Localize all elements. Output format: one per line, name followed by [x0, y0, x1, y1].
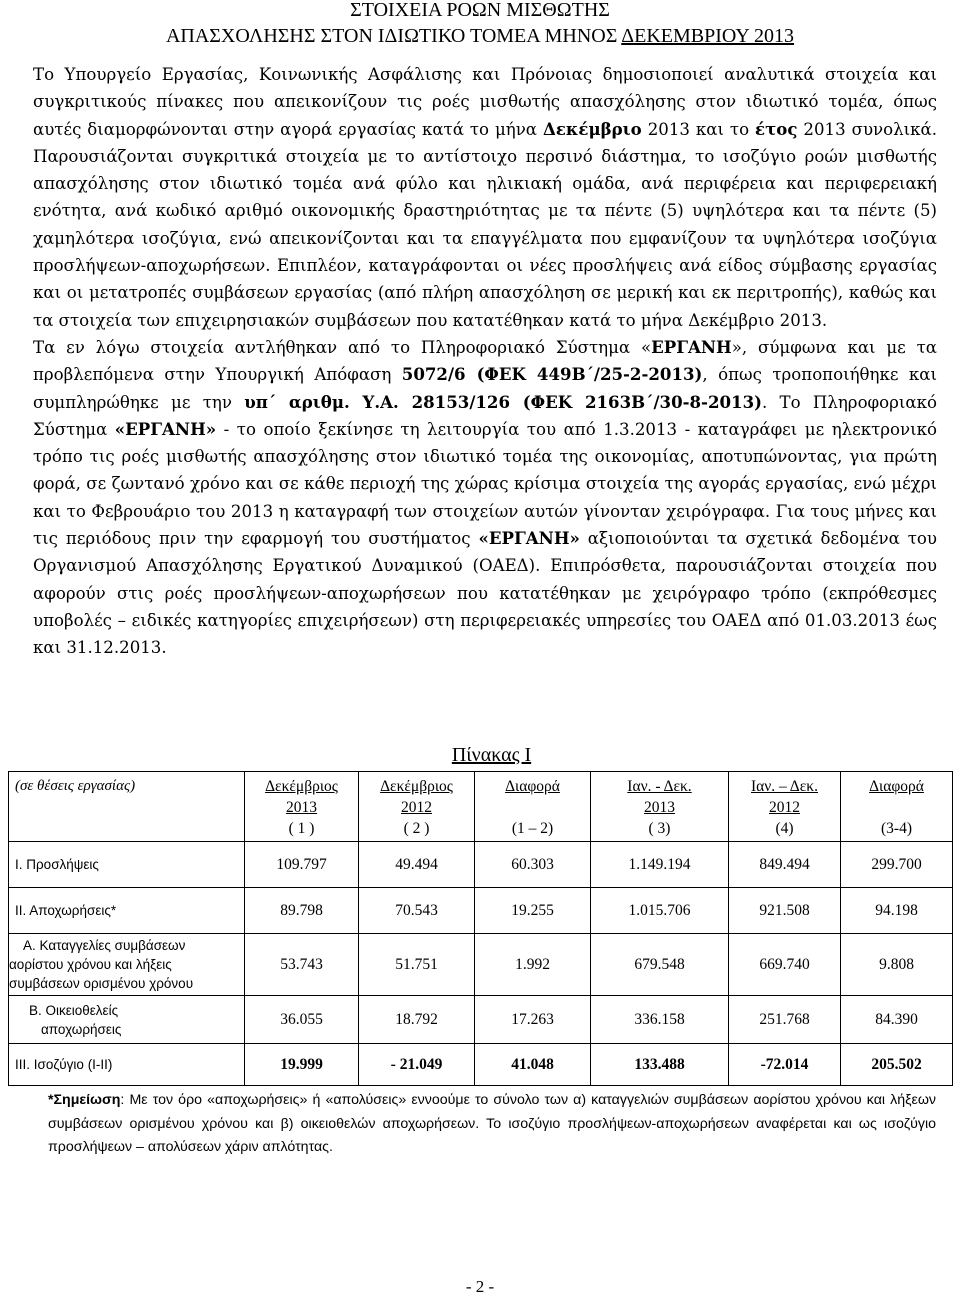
- table-cell: 84.390: [841, 996, 953, 1044]
- p2-text-b: », σύμφωνα και με τα προβλεπόμενα στην Υπουργική Απόφαση: [33, 337, 937, 385]
- table-row: [9, 996, 953, 1044]
- table-cell: 109.797: [245, 842, 359, 888]
- footnote-mark: *Σημείωση: [48, 1092, 121, 1108]
- table-title: Πίνακας Ι: [451, 744, 532, 766]
- p2-ergani-1: ΕΡΓΑΝΗ: [651, 336, 732, 357]
- paragraph-2: [33, 334, 937, 662]
- p2-text-f: αξιοποιούνται τα σχετικά δεδομένα του Οργανισμού Απασχόλησης Εργατικού Δυναμικού (ΟΑΕΔ). Επιπρόσθετα, παρουσιάζονται στοιχεία που αφορούν στις ροές προσλήψεων-αποχωρήσεων που κατατέθηκαν με χειρόγραφο τρόπο (εκπρόθεσμες υποβολές – ειδικές κατηγορίες επιχειρήσεων) στη περιφερειακές υπηρεσίες του ΟΑΕΔ από 01.03.2013 έως και 31.12.2013.: [33, 529, 937, 658]
- row-label-departures: ΙΙ. Αποχωρήσεις*: [9, 888, 245, 934]
- body-text: [33, 61, 937, 662]
- table-row: [9, 1044, 953, 1086]
- p2-reference: υπ΄ αριθμ. Υ.Α. 28153/126 (ΦΕΚ 2163Β΄/30-8-2013): [244, 391, 762, 412]
- table-cell: 849.494: [729, 842, 841, 888]
- document-title-line2: [0, 24, 960, 48]
- table-cell: 19.999: [245, 1044, 359, 1086]
- table-cell: 921.508: [729, 888, 841, 934]
- row-label-balance: ΙΙΙ. Ισοζύγιο (Ι-ΙΙ): [9, 1044, 245, 1086]
- unit-label: (σε θέσεις εργασίας): [9, 772, 245, 842]
- title-line2-month: ΔΕΚΕΜΒΡΙΟΥ 2013: [621, 25, 795, 47]
- table-cell: 70.543: [359, 888, 475, 934]
- p1-text-a: Το Υπουργείο Εργασίας, Κοινωνικής Ασφάλισης και Πρόνοιας δημοσιοποιεί αναλυτικά στοιχεία και συγκριτικούς πίνακες που απεικονίζουν τις ροές μισθωτής απασχόλησης στον ιδιωτικό τομέα, όπως αυτές διαμορφώνονται στην αγορά εργασίας κατά το μήνα: [33, 65, 937, 139]
- p2-text-c: , όπως τροποποιήθηκε και συμπληρώθηκε με την: [33, 365, 937, 412]
- p2-ergani-2: «ΕΡΓΑΝΗ»: [114, 418, 217, 439]
- p1-month: Δεκέμβριο: [542, 118, 642, 139]
- table-cell: 17.263: [475, 996, 591, 1044]
- table-cell: - 21.049: [359, 1044, 475, 1086]
- table-cell: 1.992: [475, 934, 591, 996]
- table-cell: 679.548: [591, 934, 729, 996]
- table-cell: 19.255: [475, 888, 591, 934]
- table-cell: 94.198: [841, 888, 953, 934]
- p2-text-a: Τα εν λόγω στοιχεία αντλήθηκαν από το Πληροφοριακό Σύστημα «: [33, 337, 652, 357]
- table-cell: 41.048: [475, 1044, 591, 1086]
- table-header-row: [9, 772, 953, 842]
- row-label-voluntary: Β. Οικειοθελείς αποχωρήσεις: [9, 996, 245, 1044]
- page-number: - 2 -: [465, 1277, 495, 1296]
- table-cell: 1.015.706: [591, 888, 729, 934]
- header-jan-dec-2013: Ιαν. - Δεκ. 2013 ( 3): [591, 772, 729, 842]
- table-cell: 18.792: [359, 996, 475, 1044]
- table-cell: 53.743: [245, 934, 359, 996]
- table-cell: 205.502: [841, 1044, 953, 1086]
- footnote-text: : Με τον όρο «αποχωρήσεις» ή «απολύσεις» εννοούμε το σύνολο των α) καταγγελιών συμβάσεων αορίστου χρόνου και λήξεων συμβάσεων ορισμένου χρόνου και β) οικειοθελών αποχωρήσεων. Το ισοζύγιο προσλήψεων-αποχωρήσεων αναφέρεται και ως ισοζύγιο προσλήψεων – απολύσεων χάριν απλότητας.: [48, 1092, 936, 1155]
- p1-year: έτος: [755, 118, 798, 139]
- row-label-hires: Ι. Προσλήψεις: [9, 842, 245, 888]
- table-cell: 133.488: [591, 1044, 729, 1086]
- flows-table: [8, 771, 953, 1086]
- p2-text-e: - το οποίο ξεκίνησε τη λειτουργία του από 1.3.2013 - καταγράφει με ηλεκτρονικό τρόπο τις ροές μισθωτής απασχόλησης στον ιδιωτικό τομέα της οικονομίας, αποτυπώνοντας, για πρώτη φορά, σε ζωντανό χρόνο και σε κάθε περιοχή της χώρας κρίσιμα στοιχεία της αγοράς εργασίας, ενώ μέχρι και το Φεβρουάριο του 2013 η καταγραφή των στοιχείων αυτών γίνονταν χειρόγραφα. Για τους μήνες και τις περιόδους πριν την εφαρμογή του συστήματος: [33, 419, 937, 549]
- table-cell: 1.149.194: [591, 842, 729, 888]
- header-diff-3-4: Διαφορά (3-4): [841, 772, 953, 842]
- table-row: [9, 842, 953, 888]
- p1-text-b: 2013 και το: [641, 119, 756, 139]
- p1-text-c: 2013 συνολικά. Παρουσιάζονται συγκριτικά στοιχεία με το αντίστοιχο περσινό διάστημα, το ισοζύγιο ροών μισθωτής απασχόλησης στον ιδιωτικό τομέα ανά φύλο και ηλικιακή ομάδα, ανά περιφέρεια και περιφερειακή ενότητα, ανά κωδικό αριθμό οικονομικής δραστηριότητας με τα πέντε (5) υψηλότερα και τα πέντε (5) χαμηλότερα ισοζύγια, ενώ απεικονίζονται και τα επαγγέλματα που εμφανίζουν τα υψηλότερα ισοζύγια προσλήψεων-αποχωρήσεων. Επιπλέον, καταγράφονται οι νέες προσλήψεις ανά είδος σύμβασης εργασίας και οι μετατροπές συμβάσεων εργασίας (από πλήρη απασχόληση σε μερική και εκ περιτροπής), καθώς και τα στοιχεία των επιχειρησιακών συμβάσεων που κατατέθηκαν κατά το μήνα Δεκέμβριο 2013.: [33, 119, 937, 330]
- table-cell: -72.014: [729, 1044, 841, 1086]
- header-dec-2012: Δεκέμβριος 2012 ( 2 ): [359, 772, 475, 842]
- table-cell: 299.700: [841, 842, 953, 888]
- table-cell: 49.494: [359, 842, 475, 888]
- p2-ergani-3: «ΕΡΓΑΝΗ»: [478, 528, 580, 549]
- header-dec-2013: Δεκέμβριος 2013 ( 1 ): [245, 772, 359, 842]
- p2-text-d: . Το Πληροφοριακό Σύστημα: [33, 392, 937, 439]
- footnote: [48, 1089, 936, 1160]
- table-row: [9, 888, 953, 934]
- document-title-line1: ΣΤΟΙΧΕΙΑ ΡΟΩΝ ΜΙΣΘΩΤΗΣ: [350, 0, 610, 21]
- table-cell: 669.740: [729, 934, 841, 996]
- table-cell: 251.768: [729, 996, 841, 1044]
- table-cell: 89.798: [245, 888, 359, 934]
- table-row: [9, 934, 953, 996]
- title-line2-prefix: ΑΠΑΣΧΟΛΗΣΗΣ ΣΤΟΝ ΙΔΙΩΤΙΚΟ ΤΟΜΕΑ ΜΗΝΟΣ: [165, 25, 622, 47]
- p2-decision: 5072/6 (ΦΕΚ 449Β΄/25-2-2013): [401, 364, 703, 385]
- row-label-dismissals: Α. Καταγγελίες συμβάσεων αορίστου χρόνου και λήξεις συμβάσεων ορισμένου χρόνου: [9, 934, 245, 996]
- table-cell: 51.751: [359, 934, 475, 996]
- table-cell: 60.303: [475, 842, 591, 888]
- header-diff-1-2: Διαφορά (1 – 2): [475, 772, 591, 842]
- header-jan-dec-2012: Ιαν. – Δεκ. 2012 (4): [729, 772, 841, 842]
- table-cell: 36.055: [245, 996, 359, 1044]
- paragraph-1: [33, 61, 937, 334]
- table-cell: 336.158: [591, 996, 729, 1044]
- table-cell: 9.808: [841, 934, 953, 996]
